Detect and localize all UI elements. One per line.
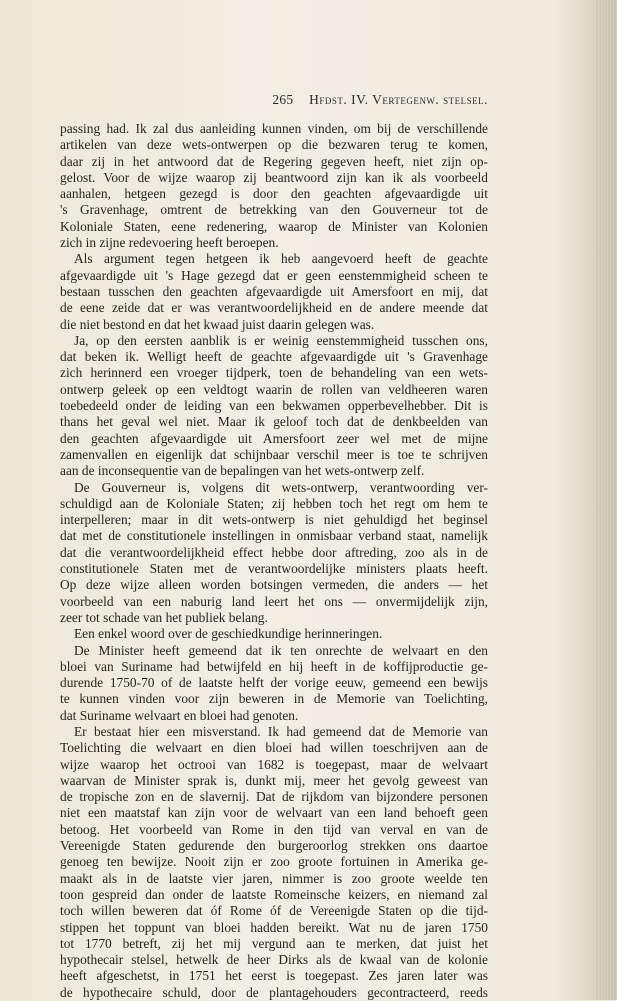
text-line: hypothecair stelsel, hetwelk de heer Dirks als de kwaal van de kolonie [60,952,488,968]
text-line: toon gespreid dan onder de laatste Romeinsche keizers, en niemand zal [60,886,488,902]
text-line: genoeg ten bewijze. Nooit zijn er zoo groote fortuinen in Amerika ge- [60,854,488,870]
text-line: Ja, op den eersten aanblik is er weinig eenstemmigheid tusschen ons, [74,332,488,348]
running-head [60,92,488,108]
text-line: De Minister heeft gemeend dat ik ten onrechte de welvaart en den [74,642,488,658]
text-line: maakt als in de laatste vier jaren, nimmer is zoo groote weelde ten [60,870,488,886]
text-line: aanhalen, hetgeen gezegd is door den geachten afgevaardigde uit [60,186,488,202]
text-line: de eene zeide dat er was verantwoordelijkheid en de andere meende dat [60,300,488,316]
text-line: Een enkel woord over de geschiedkundige herinneringen. [74,626,383,642]
text-line: tot 1770 betreft, zij het mij vergund aan te merken, dat juist het [60,935,488,951]
text-line: Toelichting die welvaart en dien bloei had willen toeschrijven aan de [60,740,488,756]
text-line: durende 1750-70 of de laatste helft der vorige eeuw, gemeend een bewijs [60,675,488,691]
text-line: dat Suriname welvaart en bloei had genoten. [60,707,299,723]
text-line: Koloniale Staten, eene redenering, waarop de Minister van Kolonien [60,218,488,234]
text-line: te kunnen vinden voor zijn beweren in de Memorie van Toelichting, [60,691,488,707]
text-line: stippen het toppunt van bloei hadden bereikt. Wat nu de jaren 1750 [60,919,488,935]
text-line: passing had. Ik zal dus aanleiding kunnen vinden, om bij de verschillende [60,121,488,136]
text-line: gelost. Voor de wijze waarop zij beantwoord zijn kan ik als voorbeeld [60,169,488,185]
page-edge [595,0,617,1000]
text-line: ontwerp geleek op een veldtogt waarin de rollen van veldheeren waren [60,381,488,397]
text-line: den geachten afgevaardigde uit Amersfoort zeer wel met de mijne [60,430,488,446]
text-line: 's Gravenhage, omtrent de betrekking van den Gouverneur tot de [60,202,488,218]
text-line: waarvan de Minister sprak is, dunkt mij, meer het gevolg geweest van [60,772,488,788]
text-line: zich herinnerd een vroeger tijdperk, toen de behandeling van een wets- [60,365,488,381]
text-line: constitutionele Staten met de verantwoordelijke ministers plaats heeft. [60,561,488,577]
text-line: Als argument tegen hetgeen ik heb aangevoerd heeft de geachte [74,251,488,267]
text-line: voorbeeld van een naburig land leert het ons — onvermijdelijk zijn, [60,593,488,609]
text-line: dat beken ik. Welligt heeft de geachte afgevaardigde uit 's Gravenhage [60,349,488,365]
text-line: daar zij in het antwoord dat de Regering gegeven heeft, niet zijn op- [60,153,488,169]
text-line: toch willen beweren dat óf Rome óf de Vereenigde Staten op die tijd- [60,903,488,919]
text-line: interpelleren; maar in dit wets-ontwerp is niet gehuldigd het beginsel [60,512,488,528]
text-line: Vereenigde Staten gedurende den burgeroorlog strekken ons daartoe [60,838,488,854]
text-line: wijze waarop het octrooi van 1682 is toegepast, maar de welvaart [60,756,488,772]
text-line: dat die verantwoordelijkheid effect hebbe door aftreding, zoo als in de [60,544,488,560]
page-number: 265 [272,92,294,107]
text-line: toebedeeld onder de leiding van een bekwamen opperbevelhebber. Dit is [60,398,488,414]
text-line: zamenvallen en eigenlijk dat schijnbaar verschil meer is toe te schrijven [60,446,488,462]
text-line: de tropische zon en de slavernij. Dat de rijkdom van bijzondere personen [60,789,488,805]
text-line: niet een maatstaf kan zijn voor de welvaart van een land behoeft geen [60,805,488,821]
text-line: zich in zijne redevoering heeft beroepen. [60,235,279,251]
text-line: artikelen van deze wets-ontwerpen op die bezwaren terug te komen, [60,137,488,153]
text-line: heeft afgeschetst, in 1751 het eerst is toegepast. Zes jaren later was [60,968,488,984]
text-line: de hypothecaire schuld, door de plantagehouders gecontracteerd, reeds [60,984,488,1000]
text-line: dat met de constitutionele instellingen in onmisbaar verband staat, namelijk [60,528,488,544]
text-line: Op deze wijze alleen worden botsingen vermeden, die anders — het [60,577,488,593]
text-line: afgevaardigde uit 's Hage gezegd dat er geen eenstemmigheid scheen te [60,267,488,283]
text-line: bloei van Suriname had betwijfeld en hij heeft in de koffijproductie ge- [60,658,488,674]
text-line: die niet bestond en dat het kwaad juist daarin gelegen was. [60,316,375,332]
text-line: schuldigd aan de Koloniale Staten; zij hebben toch het regt om hem te [60,495,488,511]
running-title: Hfdst. IV. Vertegenw. stelsel. [309,92,488,107]
text-line: bestaan tusschen den geachten afgevaardigde uit Amersfoort en mij, dat [60,283,488,299]
body-text [60,121,488,1001]
text-line: De Gouverneur is, volgens dit wets-ontwerp, verantwoording ver- [74,479,488,495]
text-line: Er bestaat hier een misverstand. Ik had gemeend dat de Memorie van [74,723,488,739]
text-line: aan de inconsequentie van de bepalingen van het wets-ontwerp zelf. [60,463,425,479]
text-line: betoog. Het voorbeeld van Rome in den tijd van verval en van de [60,821,488,837]
text-line: zeer tot schade van het publiek belang. [60,609,268,625]
text-line: thans het geval wel niet. Maar ik geloof toch dat de denkbeelden van [60,414,488,430]
